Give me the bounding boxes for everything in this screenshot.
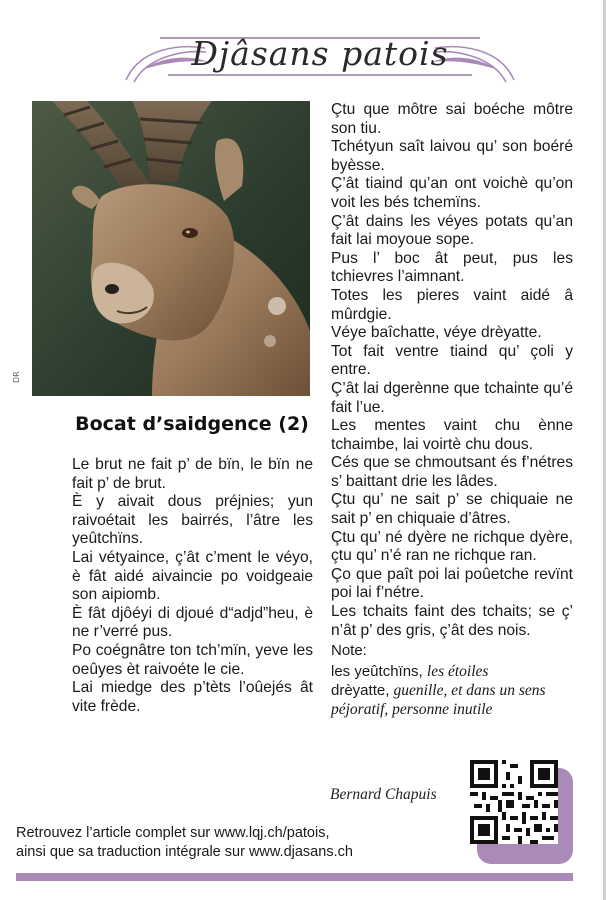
note-entry — [331, 662, 576, 681]
proverb: Ç’ât dains les véyes potats qu’an fait lai moyoue sope. — [331, 212, 573, 249]
qr-code-icon[interactable] — [470, 760, 558, 844]
proverb: Lai miedge des p’tèts l’oûejés ât vite frède. — [72, 679, 313, 715]
proverb: Lai vétyaince, ç’ât c’ment le véyo, è fât aidé aivaincie po voidgeaie son aipiomb. — [72, 548, 313, 604]
proverb: Tchétyun saît laivou qu’ son boéré byèsse. — [331, 138, 573, 174]
proverb: Le brut ne fait p’ de bïn, le bïn ne fait p’ de brut. — [72, 456, 313, 492]
right-column — [331, 101, 573, 640]
notes — [331, 641, 576, 719]
proverb: Pus l’ boc ât peut, pus les tchievres l’aimnant. — [331, 249, 573, 286]
section-header — [120, 30, 520, 90]
left-column — [72, 456, 313, 716]
section-title: Djâsans patois — [191, 34, 449, 73]
proverb: Tot fait ventre tiaind qu’ çoli y entre. — [331, 342, 573, 379]
footer-line: ainsi que sa traduction intégrale sur www.djasans.ch — [16, 844, 353, 860]
notes-heading: Note: — [331, 642, 367, 659]
footer-line: Retrouvez l’article complet sur www.lqj.ch/patois, — [16, 825, 330, 841]
proverb: Çtu qu’ né dyère ne richque dyère, çtu qu’ n’é ran ne richque ran. — [331, 528, 573, 565]
photo-credit: DR — [12, 371, 21, 383]
proverb: Ç’ât tiaind qu’an ont voichè qu’on voit les bés tchemïns. — [331, 175, 573, 211]
proverb: Cés que se chmoutsant és f’nétres s’ baittant drie les lâdes. — [331, 454, 573, 490]
proverb: Po coégnâtre ton tch’mïn, yeve les oeûyes èt raivoéte le cie. — [72, 641, 313, 678]
proverb: Ço que paît poi lai poûetche revïnt poi lai f’nétre. — [331, 565, 573, 602]
note-definition: les étoiles — [426, 663, 489, 680]
ibex-icon — [32, 101, 310, 396]
author-signature: Bernard Chapuis — [330, 786, 437, 803]
proverb: Les mentes vaint chu ènne tchaimbe, lai voirtè chu dous. — [331, 417, 573, 453]
footer — [16, 824, 456, 862]
proverb: Totes les pieres vaint aidé â mûrdgie. — [331, 286, 573, 323]
note-term: drèyatte, — [331, 682, 390, 699]
note-definition: guenille, et dans un sens péjoratif, personne inutile — [331, 682, 546, 718]
proverb: Çtu qu’ ne sait p’ se chiquaie ne sait p’ en chiquaie d’âtres. — [331, 491, 573, 528]
proverb: È fât djôéyi di djoué d“adjd”heu, è ne r’verré pus. — [72, 604, 313, 641]
proverb: Véye baîchatte, véye drèyatte. — [331, 324, 542, 342]
note-entry — [331, 681, 576, 719]
note-term: les yeûtchïns, — [331, 663, 423, 680]
footer-bar — [16, 873, 573, 881]
ibex-photo — [32, 101, 310, 396]
proverb: È y aivait dous préjnies; yun raivoétait les bairrés, l’âtre les yeûtchïns. — [72, 493, 313, 548]
article-title: Bocat d’saidgence (2) — [75, 413, 309, 435]
proverb: Çtu que môtre sai boéche môtre son tiu. — [331, 101, 573, 137]
proverb: Les tchaits faint des tchaits; se ç’ n’ât p’ des gris, ç’ât des nois. — [331, 603, 573, 639]
proverb: Ç’ât lai dgerènne que tchainte qu’é fait l’ue. — [331, 379, 573, 416]
